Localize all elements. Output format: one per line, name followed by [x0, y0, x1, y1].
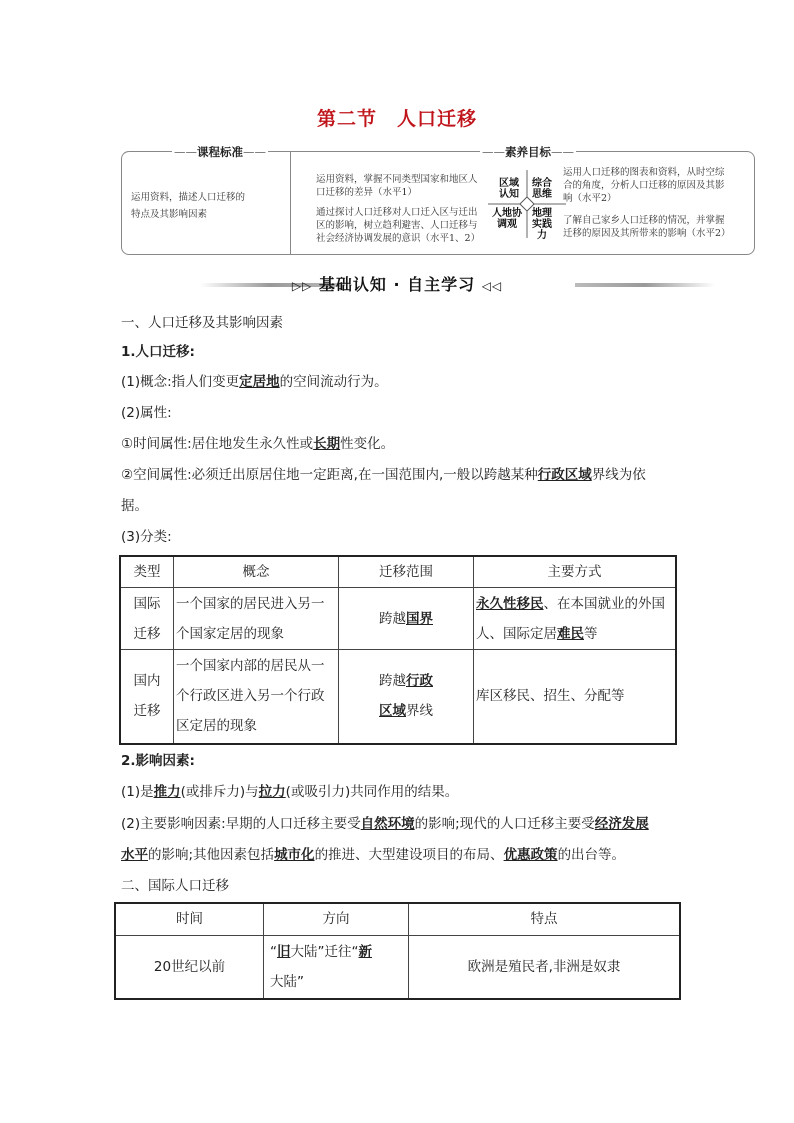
table-cell-direction	[264, 935, 409, 999]
table-header-cell: 概念	[174, 556, 339, 588]
cell-line: 个国家定居的现象	[176, 625, 284, 642]
time-text-a: ①时间属性:居住地发生永久性或	[121, 436, 314, 452]
goal-top-right	[563, 166, 753, 205]
cell-answer: 行政	[406, 673, 433, 690]
goal-tr-line-2: 合的角度，分析人口迁移的原因及其影	[563, 180, 725, 191]
f2-answer-4: 城市化	[274, 847, 315, 863]
table-header-row	[115, 903, 680, 935]
course-standard-content	[131, 191, 245, 221]
time-answer: 长期	[313, 436, 341, 452]
space-attribute	[121, 465, 646, 485]
space-answer: 行政区域	[537, 467, 592, 483]
core-human-earth-harmony: 人地协调观	[492, 208, 522, 230]
cell-answer: 永久性移民	[476, 595, 544, 612]
f2-answer-2: 经济发展	[594, 816, 649, 832]
cell-text: 跨越	[379, 673, 406, 690]
goal-bl-line-1: 通过探讨人口迁移对人口迁入区与迁出	[316, 207, 478, 218]
cell-answer: 国界	[406, 610, 433, 627]
table-cell-type	[120, 588, 174, 650]
table-header-cell: 主要方式	[474, 556, 677, 588]
goal-tl-line-1: 运用资料，掌握不同类型国家和地区人	[316, 174, 478, 185]
table-row	[120, 650, 676, 744]
banner-text: 基础认知 · 自主学习	[318, 275, 476, 294]
space-text-a: ②空间属性:必须迁出原居住地一定距离,在一国范围内,一般以跨越某种	[121, 467, 538, 483]
f2-text-a: (2)主要影响因素:早期的人口迁移主要受	[121, 816, 361, 832]
cell-line: 迁移	[133, 625, 161, 642]
f1-text-c: (或吸引力)共同作用的结果。	[285, 784, 459, 800]
course-standard-line-1: 运用资料，描述人口迁移的	[131, 192, 246, 203]
standards-divider	[290, 152, 291, 254]
f2-text-b: 的影响;现代的人口迁移主要受	[414, 816, 595, 832]
table-header-cell: 方向	[264, 903, 409, 935]
migration-heading: 1.人口迁移:	[121, 344, 195, 360]
f2-answer-1: 自然环境	[360, 816, 415, 832]
literacy-goal-label: ——素养目标——	[482, 145, 574, 159]
time-text-b: 性变化。	[340, 436, 395, 452]
f2-text-e: 的出台等。	[557, 847, 626, 863]
cell-text: “	[270, 943, 277, 960]
factors-line-3	[121, 845, 625, 865]
migration-type-table	[119, 555, 677, 745]
factors-line-1	[121, 782, 458, 802]
table-cell-time: 20世纪以前	[115, 935, 264, 999]
cell-answer: 区域	[379, 703, 406, 720]
goal-tr-line-3: 响（水平2）	[563, 193, 617, 204]
space-text-b: 界线为依	[591, 467, 646, 483]
course-standard-line-2: 特点及其影响因素	[131, 209, 208, 220]
core-regional-cognition: 区域认知	[499, 178, 519, 200]
section-banner	[0, 272, 794, 295]
cell-line: 个行政区进入另一个行政	[176, 688, 325, 705]
migration-attributes: (2)属性:	[121, 405, 172, 421]
table-cell-way	[474, 588, 677, 650]
table-cell-way: 库区移民、招生、分配等	[474, 650, 677, 744]
time-attribute	[121, 434, 394, 454]
f1-answer-2: 拉力	[258, 784, 286, 800]
banner-arrow-right-icon: ◁◁	[481, 279, 503, 293]
table-header-row	[120, 556, 676, 588]
f2-text-c: 的影响;其他因素包括	[148, 847, 275, 863]
cell-answer: 新	[358, 943, 372, 960]
table-header-cell: 时间	[115, 903, 264, 935]
def-text-a: (1)概念:指人们变更	[121, 374, 240, 390]
cell-line: 一个国家的居民进入另一	[176, 595, 325, 612]
goal-bl-line-2: 区的影响，树立趋利避害、人口迁移与	[316, 220, 478, 231]
goal-top-left	[316, 173, 490, 199]
core-geo-practice: 地理实践力	[532, 208, 552, 241]
cell-text: 界线	[406, 703, 433, 720]
table-header-cell: 类型	[120, 556, 174, 588]
table-cell-concept	[174, 650, 339, 744]
migration-definition	[121, 372, 388, 392]
goal-br-line-1: 了解自己家乡人口迁移的情况，并掌握	[563, 215, 725, 226]
table-cell-range	[339, 650, 474, 744]
goal-bl-line-3: 社会经济协调发展的意识（水平1、2）	[316, 233, 481, 244]
cell-text: 、在本国就业的外国	[543, 595, 665, 612]
table-header-cell: 特点	[409, 903, 681, 935]
f2-text-d: 的推进、大型建设项目的布局、	[314, 847, 504, 863]
goal-tl-line-2: 口迁移的差异（水平1）	[316, 187, 418, 198]
cell-line: 迁移	[133, 703, 161, 720]
cell-text: 大陆”	[270, 973, 304, 990]
f1-answer-1: 推力	[153, 784, 181, 800]
cell-line: 国内	[133, 673, 161, 690]
table-cell-feature: 欧洲是殖民者,非洲是奴隶	[409, 935, 681, 999]
goal-bottom-right	[563, 214, 753, 240]
cell-line: 区定居的现象	[176, 718, 257, 735]
table-row	[120, 588, 676, 650]
literacy-goal-text: 素养目标	[505, 145, 551, 159]
core-integrated-thinking: 综合思维	[532, 178, 552, 200]
course-standard-label: ——课程标准——	[174, 145, 266, 159]
goal-tr-line-1: 运用人口迁移的图表和资料，从时空综	[563, 167, 725, 178]
goal-bottom-left	[316, 206, 490, 245]
table-cell-range	[339, 588, 474, 650]
f2-answer-3: 水平	[121, 847, 148, 863]
def-text-b: 的空间流动行为。	[279, 374, 388, 390]
factors-heading: 2.影响因素:	[121, 753, 195, 769]
cell-line: 一个国家内部的居民从一	[176, 658, 325, 675]
classification-heading: (3)分类:	[121, 529, 172, 545]
cell-text: 大陆”迁往“	[290, 943, 359, 960]
course-standard-text: 课程标准	[197, 145, 243, 159]
table-cell-type	[120, 650, 174, 744]
cell-text: 等	[584, 625, 598, 642]
f1-text-a: (1)是	[121, 784, 154, 800]
international-migration-table	[114, 902, 681, 1000]
cell-text: 跨越	[379, 610, 406, 627]
space-attribute-cont: 据。	[121, 498, 148, 514]
banner-arrow-left-icon: ▷▷	[291, 279, 313, 293]
cell-line: 国际	[133, 595, 161, 612]
cell-text: 人、国际定居	[476, 625, 557, 642]
def-answer: 定居地	[239, 374, 280, 390]
table-cell-concept	[174, 588, 339, 650]
page-title: 第二节 人口迁移	[316, 108, 477, 130]
table-row	[115, 935, 680, 999]
goal-br-line-2: 迁移的原因及其所带来的影响（水平2）	[563, 228, 731, 239]
f1-text-b: (或排斥力)与	[180, 784, 259, 800]
table-header-cell: 迁移范围	[339, 556, 474, 588]
f2-answer-5: 优惠政策	[503, 847, 558, 863]
cell-answer: 难民	[557, 625, 584, 642]
cell-answer: 旧	[277, 943, 291, 960]
section1-heading: 一、人口迁移及其影响因素	[121, 315, 283, 331]
section2-heading: 二、国际人口迁移	[121, 878, 229, 894]
factors-line-2	[121, 814, 649, 834]
